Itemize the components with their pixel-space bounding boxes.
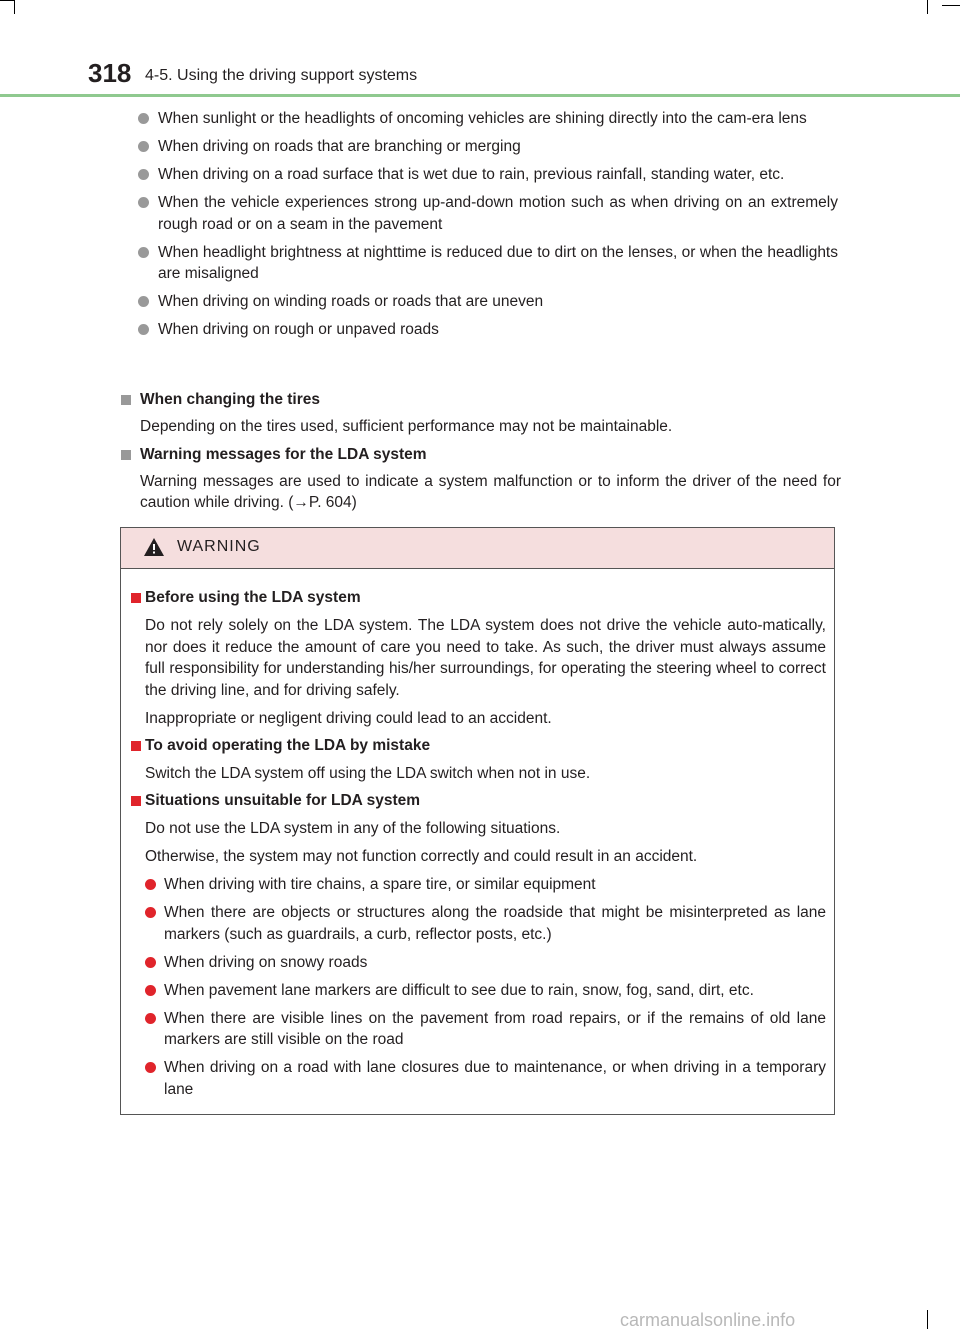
section-body: Depending on the tires used, sufficient performance may not be maintainable. (140, 417, 673, 435)
list-item: When driving on snowy roads (145, 952, 826, 974)
watermark: carmanualsonline.info (620, 1310, 796, 1330)
crop-mark (942, 5, 960, 6)
bullet-icon (138, 197, 149, 208)
section-heading: To avoid operating the LDA by mistake (131, 735, 826, 757)
list-item: When driving with tire chains, a spare tire, or similar equipment (145, 874, 826, 896)
list-item: When driving on rough or unpaved roads (138, 319, 838, 341)
header-divider (0, 94, 960, 97)
bullet-icon (145, 985, 156, 996)
paragraph: Do not use the LDA system in any of the following situations. (145, 820, 561, 837)
crop-mark (0, 0, 14, 1)
section-heading: Situations unsuitable for LDA system (131, 790, 826, 812)
section-title: 4-5. Using the driving support systems (145, 67, 418, 84)
list-item: When headlight brightness at nighttime is reduced due to dirt on the lenses, or when the headlights are misaligned (138, 242, 838, 285)
bullet-icon (138, 324, 149, 335)
warning-box (120, 527, 835, 1115)
list-item: When driving on roads that are branching or merging (138, 136, 838, 158)
bullet-icon (138, 247, 149, 258)
section-heading: Warning messages for the LDA system (121, 444, 841, 466)
conditions-list (138, 108, 838, 347)
bullet-icon (145, 879, 156, 890)
crop-mark (14, 0, 15, 14)
bullet-icon (145, 907, 156, 918)
paragraph: Switch the LDA system off using the LDA switch when not in use. (145, 765, 591, 782)
paragraph: Inappropriate or negligent driving could lead to an accident. (145, 709, 552, 727)
bullet-icon (138, 141, 149, 152)
situations-list (131, 874, 826, 1100)
avoid-mistake-section (131, 735, 826, 785)
square-bullet-icon (121, 395, 131, 405)
bullet-icon (145, 957, 156, 968)
warning-messages-section (121, 444, 841, 514)
section-heading: Before using the LDA system (131, 587, 826, 609)
tires-section (121, 389, 841, 437)
crop-mark (927, 1310, 928, 1329)
page-header (88, 58, 888, 92)
square-bullet-icon (131, 796, 141, 806)
warning-header (121, 528, 834, 569)
list-item: When pavement lane markers are difficult to see due to rain, snow, fog, sand, dirt, etc. (145, 980, 826, 1002)
bullet-icon (138, 296, 149, 307)
list-item: When driving on winding roads or roads that are uneven (138, 291, 838, 313)
list-item: When driving on a road surface that is wet due to rain, previous rainfall, standing water, etc. (138, 164, 838, 186)
paragraph: Do not rely solely on the LDA system. The LDA system does not drive the vehicle auto-matically, nor does it reduce the amount of care you need to take. As such, the driver must always assume full responsibility for understanding his/her surroundings, for operating the steering wheel to correct the driving line, and for driving safely. (145, 617, 826, 699)
crop-mark (927, 0, 928, 14)
unsuitable-situations-section (131, 790, 826, 1107)
section-body: Warning messages are used to indicate a system malfunction or to inform the driver of the need for caution while driving. (→P. 604) (140, 472, 841, 511)
list-item: When there are visible lines on the pavement from road repairs, or if the remains of old lane markers are still visible on the road (145, 1008, 826, 1051)
paragraph: Otherwise, the system may not function correctly and could result in an accident. (145, 848, 698, 865)
list-item: When sunlight or the headlights of oncoming vehicles are shining directly into the cam-era lens (138, 108, 838, 130)
section-heading: When changing the tires (121, 389, 841, 411)
bullet-icon (145, 1013, 156, 1024)
bullet-icon (138, 169, 149, 180)
bullet-icon (145, 1062, 156, 1073)
warning-triangle-icon (143, 537, 165, 557)
list-item: When the vehicle experiences strong up-and-down motion such as when driving on an extremely rough road or on a seam in the pavement (138, 192, 838, 235)
square-bullet-icon (131, 741, 141, 751)
before-using-section (131, 587, 826, 729)
bullet-icon (138, 113, 149, 124)
list-item: When driving on a road with lane closures due to maintenance, or when driving in a temporary lane (145, 1057, 826, 1100)
list-item: When there are objects or structures along the roadside that might be misinterpreted as lane markers (such as guardrails, a curb, reflector posts, etc.) (145, 902, 826, 945)
square-bullet-icon (131, 593, 141, 603)
page-number: 318 (88, 58, 132, 88)
square-bullet-icon (121, 450, 131, 460)
warning-title: WARNING (177, 538, 261, 555)
